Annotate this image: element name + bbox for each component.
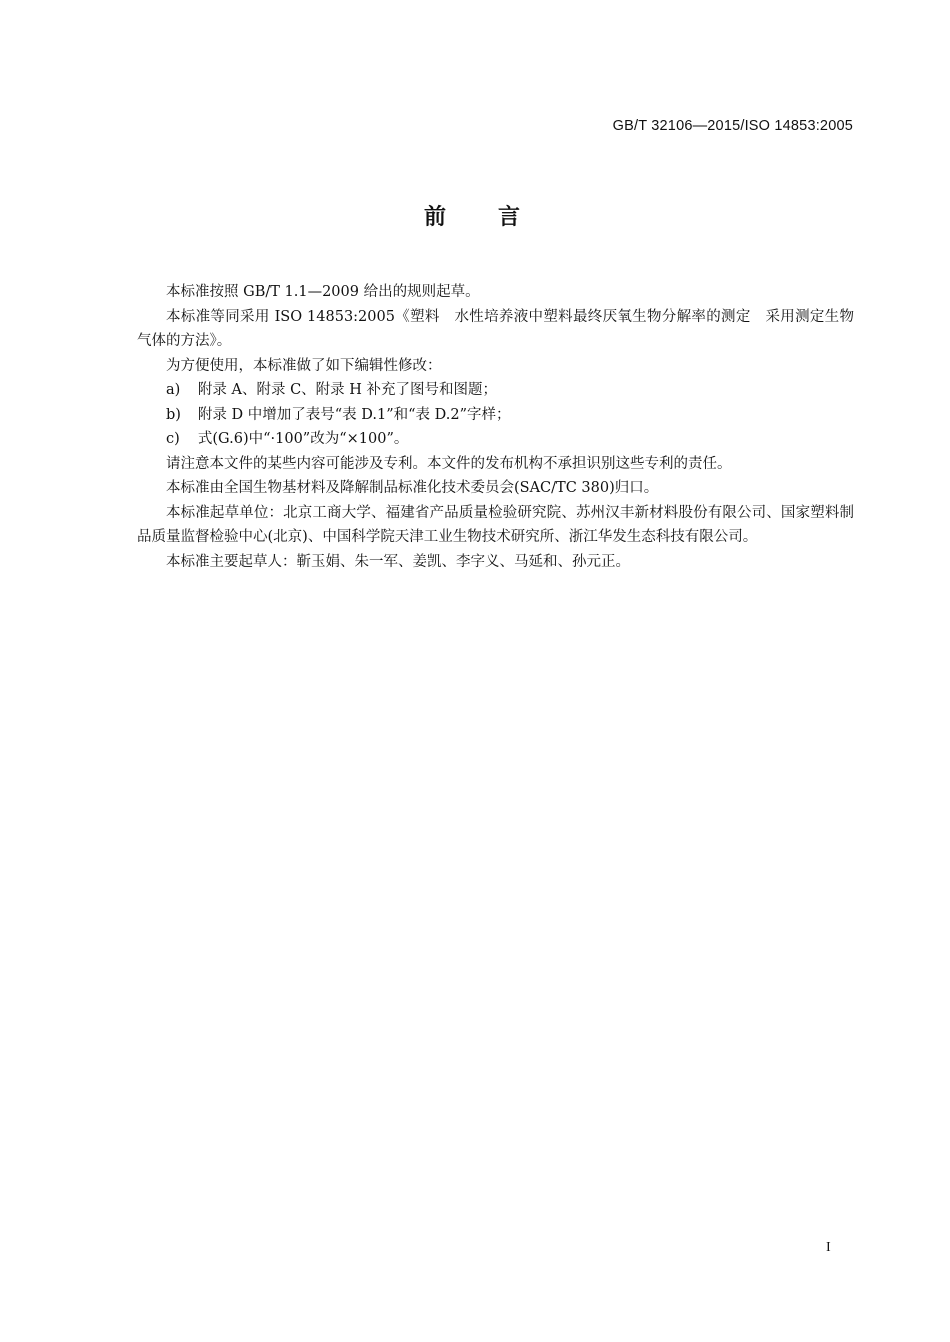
edit-text: 式(G.6)中“·100”改为“×100”。	[197, 431, 409, 447]
page-title: 前言	[423, 205, 572, 230]
edit-label: b)	[166, 406, 181, 423]
edit-item-a	[137, 378, 854, 403]
paragraph-committee: 本标准由全国生物基材料及降解制品标准化技术委员会(SAC/TC 380)归口。	[166, 480, 659, 496]
edit-item-c	[137, 427, 854, 452]
standard-code: GB/T 32106—2015/ISO 14853:2005	[612, 118, 853, 134]
paragraph-drafting-units: 本标准起草单位：北京工商大学、福建省产品质量检验研究院、苏州汉丰新材料股份有限公司、国家塑料制品质量监督检验中心(北京)、中国科学院天津工业生物技术研究所、浙江华发生态科技有限公司。	[137, 504, 854, 545]
edit-item-b	[137, 403, 854, 428]
edit-text: 附录 D 中增加了表号“表 D.1”和“表 D.2”字样；	[197, 406, 511, 423]
paragraph-patent-notice: 请注意本文件的某些内容可能涉及专利。本文件的发布机构不承担识别这些专利的责任。	[166, 455, 732, 472]
paragraph-drafters: 本标准主要起草人：靳玉娟、朱一军、姜凯、李字义、马延和、孙元正。	[166, 553, 630, 570]
edit-label: a)	[166, 382, 181, 398]
edit-label: c)	[166, 431, 180, 447]
paragraph-drafting-rules: 本标准按照 GB/T 1.1—2009 给出的规则起草。	[166, 284, 480, 300]
document-body	[137, 280, 854, 574]
page-number: I	[826, 1240, 831, 1255]
paragraph-adoption: 本标准等同采用 ISO 14853:2005《塑料 水性培养液中塑料最终厌氧生物分解率的测定 采用测定生物气体的方法》。	[137, 308, 854, 349]
edit-text: 附录 A、附录 C、附录 H 补充了图号和图题；	[197, 382, 498, 398]
paragraph-edits-intro: 为方便使用，本标准做了如下编辑性修改：	[166, 357, 442, 374]
